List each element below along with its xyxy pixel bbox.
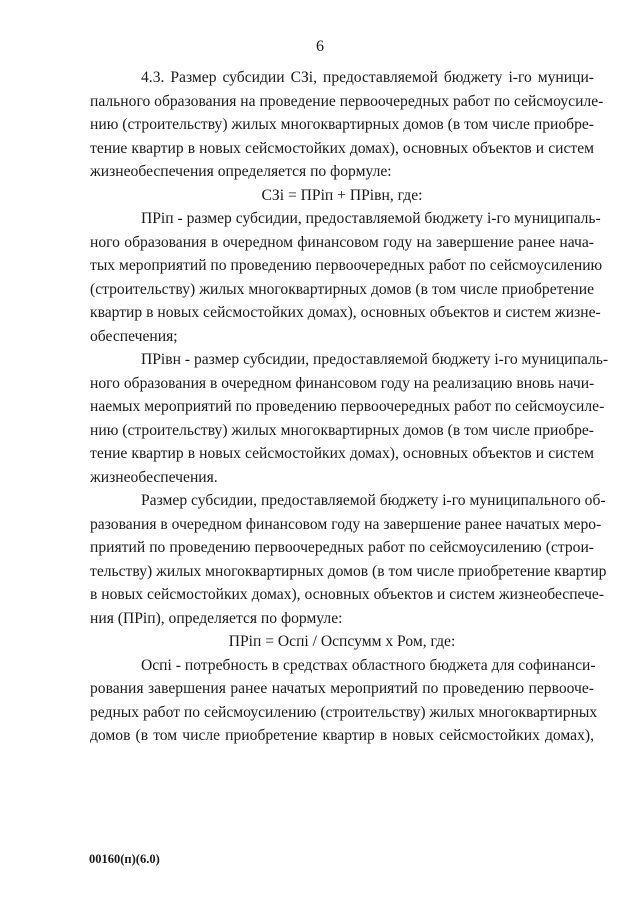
page-number: 6 — [316, 38, 324, 55]
text-line: нию (строительству) жилых многоквартирных домов (в том числе приобре- — [90, 116, 594, 133]
paragraph-ospi-definition — [90, 654, 598, 748]
text-line: наемых мероприятий по проведению первоочередных работ по сейсмоусиле- — [90, 398, 605, 415]
text-line: ния (ПРіп), определяется по формуле: — [90, 609, 343, 627]
text-line: разования в очередном финансовом году на завершение ранее начатых меро- — [90, 515, 602, 533]
text-line: тение квартир в новых сейсмостойких домах), основных объектов и систем — [90, 139, 594, 157]
text-line: (строительству) жилых многоквартирных домов (в том числе приобретение — [90, 280, 594, 298]
text-line: обеспечения; — [90, 327, 178, 345]
text-line: ного образования в очередном финансовом году на завершение ранее нача- — [90, 233, 594, 251]
text-line: ного образования в очередном финансовом году на реализацию вновь начи- — [90, 374, 595, 392]
text-line: квартир в новых сейсмостойких домах), основных объектов и систем жизне- — [90, 304, 601, 321]
text-line: рования завершения ранее начатых мероприятий по проведению первооче- — [90, 680, 594, 697]
text-line: 4.3. Размер субсидии СЗі, предоставляемой бюджету і-го муници- — [141, 69, 594, 86]
document-body — [90, 66, 609, 748]
text-line: пального образования на проведение первоочередных работ по сейсмоусиле- — [90, 92, 604, 110]
text-line: нию (строительству) жилых многоквартирных домов (в том числе приобре- — [90, 421, 594, 439]
paragraph-4-3 — [90, 66, 604, 184]
paragraph-prip-definition — [90, 207, 603, 348]
text-line: редных работ по сейсмоусилению (строительству) жилых многоквартирных — [90, 703, 598, 721]
text-line: жизнеобеспечения определяется по формуле: — [90, 163, 392, 180]
text-line: тельству) жилых многоквартирных домов (в том числе приобретение квартир — [90, 562, 607, 580]
text-line: домов (в том числе приобретение квартир в новых сейсмостойких домах), — [90, 727, 594, 744]
text-line: Размер субсидии, предоставляемой бюджету і-го муниципального об- — [141, 492, 606, 509]
text-line: приятий по проведению первоочередных работ по сейсмоусилению (строи- — [90, 539, 594, 556]
document-code: 00160(п)(6.0) — [89, 852, 160, 866]
paragraph-privn-definition — [90, 348, 609, 489]
text-line: тых мероприятий по проведению первоочередных работ по сейсмоусилению — [90, 257, 603, 274]
paragraph-prip-size — [90, 489, 607, 630]
text-line: в новых сейсмостойких домах), основных объектов и систем жизнеобеспече- — [90, 586, 605, 603]
formula-szi: СЗі = ПРіп + ПРівн, где: — [261, 186, 423, 204]
text-line: Оспі - потребность в средствах областного бюджета для софинанси- — [141, 656, 596, 674]
text-line: ПРівн - размер субсидии, предоставляемой бюджету і-го муниципаль- — [141, 351, 609, 368]
text-line: жизнеобеспечения. — [90, 468, 218, 486]
text-line: тение квартир в новых сейсмостойких домах), основных объектов и систем — [90, 445, 594, 462]
text-line: ПРіп - размер субсидии, предоставляемой бюджету і-го муниципаль- — [141, 210, 601, 227]
formula-prip: ПРіп = Оспі / Оспсумм х Ром, где: — [228, 633, 456, 650]
